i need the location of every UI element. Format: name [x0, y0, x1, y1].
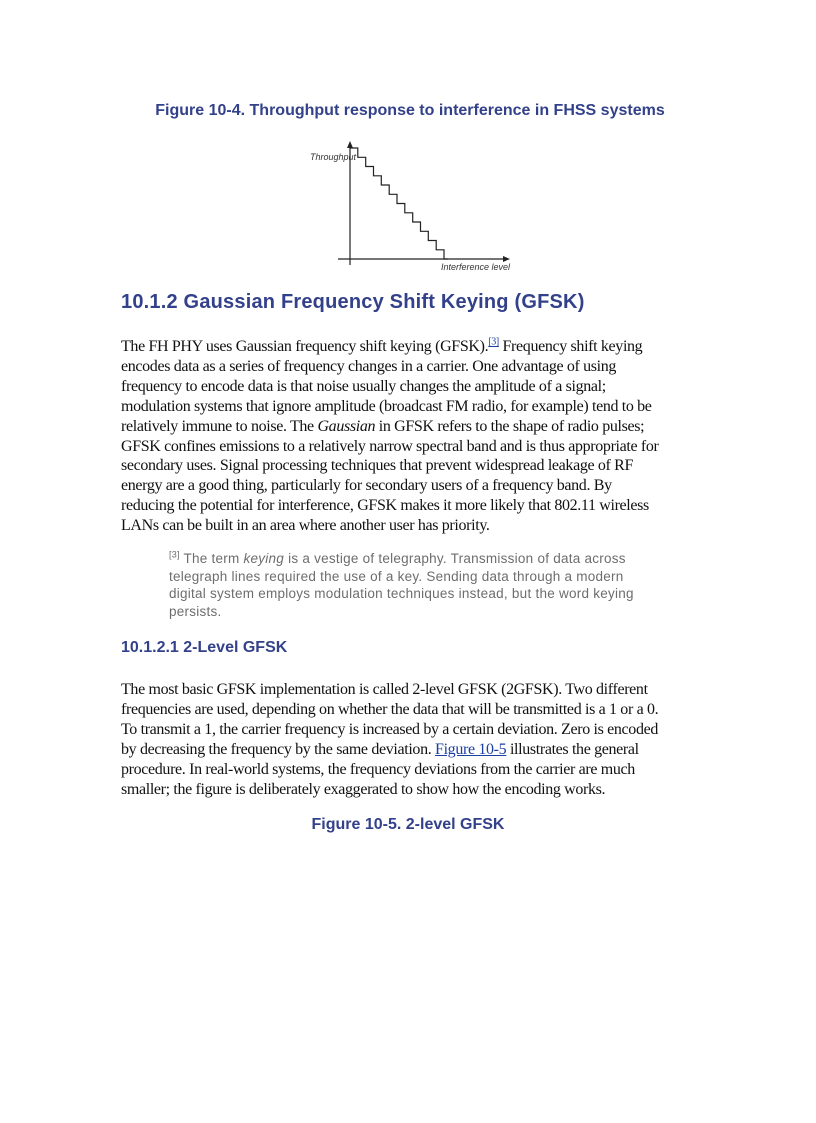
- throughput-staircase: [350, 148, 448, 259]
- throughput-staircase-figure: [300, 140, 520, 275]
- paragraph-text: illustrates the general procedure. In real-world systems, the frequency deviations from the carrier are much smaller; the figure is deliberately exaggerated to show how the encoding works.: [121, 740, 639, 798]
- subsection-heading: 10.1.2.1 2-Level GFSK: [121, 639, 288, 656]
- footnote-marker: [3]: [169, 549, 180, 560]
- figure-10-4-caption: Figure 10-4. Throughput response to interference in FHSS systems: [155, 102, 665, 119]
- paragraph-text: The FH PHY uses Gaussian frequency shift keying (GFSK).: [121, 338, 489, 355]
- figure-10-5-link[interactable]: Figure 10-5: [435, 740, 507, 758]
- footnote-text: The term: [179, 551, 244, 566]
- figure-10-5-caption: Figure 10-5. 2-level GFSK: [311, 816, 505, 833]
- paragraph-text: Frequency shift keying encodes data as a series of frequency changes in a carrier. One advantage of using frequency to encode data is that noise usually changes the amplitude of a signal; modulation systems that ignore amplitude (broadcast FM radio, for example) tend to be relatively immune to noise. The: [121, 338, 652, 435]
- x-axis-label: Interference level: [441, 262, 511, 272]
- section-heading: 10.1.2 Gaussian Frequency Shift Keying (GFSK): [121, 291, 585, 313]
- footnote-text: is a vestige of telegraphy. Transmission of data across telegraph lines required the use of a key. Sending data through a modern digital system employs modulation techniques instead, but the word keying persists.: [169, 551, 634, 619]
- paragraph-text: The most basic GFSK implementation is called 2-level GFSK (2GFSK). Two different frequencies are used, depending on whether the data that will be transmitted is a 1 or a 0. To transmit a 1, the carrier frequency is increased by a certain deviation. Zero is encoded by decreasing the frequency by the same deviation.: [121, 681, 659, 758]
- y-axis-arrow: [347, 141, 353, 148]
- footnote-3: [169, 550, 649, 620]
- y-axis-label: Throughput: [310, 152, 357, 162]
- footnote-3-reference[interactable]: [3]: [488, 336, 499, 348]
- section-paragraph: [121, 337, 666, 536]
- italic-term: keying: [243, 551, 285, 566]
- subsection-paragraph: [121, 680, 666, 799]
- paragraph-text: in GFSK refers to the shape of radio pulses; GFSK confines emissions to a relatively narrow spectral band and is thus appropriate for secondary uses. Signal processing techniques that prevent widespread leakage of RF energy are a good thing, particularly for secondary users of a frequency band. By reducing the potential for interference, GFSK makes it more likely that 802.11 wireless LANs can be built in an area where another user has priority.: [121, 417, 659, 535]
- italic-term: Gaussian: [317, 417, 376, 435]
